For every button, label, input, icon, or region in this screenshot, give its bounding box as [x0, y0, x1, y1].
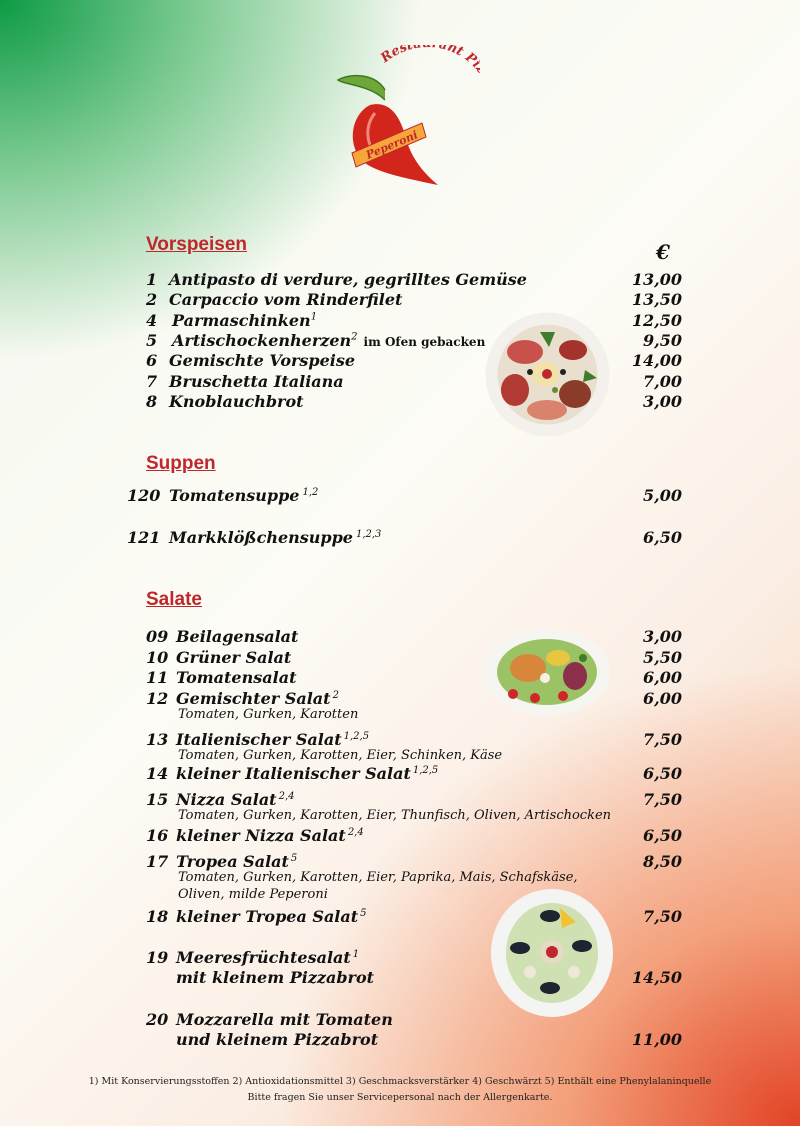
- item-name: [169, 290, 402, 309]
- chili-pepper-icon: [330, 45, 480, 195]
- item-name-text: kleiner Nizza Salat: [176, 826, 346, 845]
- item-number: 5: [146, 331, 158, 350]
- section-title-salate: Salate: [146, 589, 202, 610]
- item-name-text: Knoblauchbrot: [169, 392, 304, 411]
- item-price: 6,00: [643, 668, 682, 687]
- menu-item-row: [0, 764, 800, 788]
- item-number: 12: [146, 689, 169, 708]
- allergen-superscript: 1,2: [302, 486, 319, 498]
- item-name-text: Gemischter Salat: [176, 689, 331, 708]
- item-number: 17: [146, 852, 169, 871]
- menu-item-row: [0, 826, 800, 850]
- item-name: [169, 372, 344, 391]
- item-price: 12,50: [631, 311, 682, 330]
- allergen-superscript: 1: [352, 948, 360, 960]
- item-number: 8: [146, 392, 158, 411]
- menu-item-row: [0, 852, 800, 902]
- item-name: [172, 331, 485, 350]
- item-name-text: Mozzarella mit Tomaten: [176, 1010, 393, 1029]
- seafood-salad-plate-image: [490, 888, 614, 1018]
- item-price: 14,50: [631, 968, 682, 987]
- item-name-text: Tomatensuppe: [169, 486, 300, 505]
- item-description: Oliven, milde Peperoni: [178, 887, 328, 902]
- item-name: [169, 351, 355, 370]
- item-price: 5,00: [643, 486, 682, 505]
- item-description: Tomaten, Gurken, Karotten, Eier, Schinken, Käse: [178, 748, 503, 763]
- item-price: 14,00: [631, 351, 682, 370]
- item-number: 6: [146, 351, 158, 370]
- item-price: 6,00: [643, 689, 682, 708]
- menu-item-row: [0, 907, 800, 931]
- item-name: [176, 668, 296, 687]
- allergen-superscript: 2,4: [347, 826, 364, 838]
- item-number: 10: [146, 648, 169, 667]
- allergen-superscript: 2: [351, 331, 358, 343]
- menu-item-row: [0, 790, 800, 823]
- item-note: im Ofen gebacken: [363, 335, 486, 349]
- item-number: 19: [146, 948, 169, 967]
- item-number: 15: [146, 790, 169, 809]
- section-title-vorspeisen: Vorspeisen: [146, 234, 248, 255]
- menu-item-row: [0, 730, 800, 763]
- item-number: 13: [146, 730, 169, 749]
- allergen-footnote: 1) Mit Konservierungsstoffen 2) Antioxidationsmittel 3) Geschmacksverstärker 4) Geschwärzt 5) Enthält eine Phenylalaninquelle: [88, 1076, 712, 1087]
- item-number: 1: [146, 270, 158, 289]
- allergen-superscript: 1,2,3: [355, 528, 382, 540]
- item-price: 3,00: [643, 627, 682, 646]
- item-name-text: kleiner Tropea Salat: [176, 907, 359, 926]
- item-price: 13,00: [631, 270, 682, 289]
- logo-banner-text: Peperoni: [364, 128, 420, 162]
- item-price: 7,50: [643, 730, 682, 749]
- svg-text:Restaurant Pizzeria: [377, 45, 480, 108]
- item-name: [169, 486, 318, 505]
- item-number: 4: [146, 311, 158, 330]
- item-number: 14: [146, 764, 169, 783]
- menu-item-row: [0, 1010, 800, 1049]
- allergen-superscript: 2,4: [278, 790, 295, 802]
- item-price: 6,50: [643, 826, 682, 845]
- item-price: 8,50: [643, 852, 682, 871]
- antipasti-plate-image: [485, 312, 610, 437]
- item-name-text: Nizza Salat: [176, 790, 277, 809]
- section-title-suppen: Suppen: [146, 453, 216, 474]
- allergen-superscript: 5: [290, 852, 298, 864]
- menu-item-row: [0, 486, 800, 510]
- item-name: [176, 1010, 393, 1029]
- item-price: 7,00: [643, 372, 682, 391]
- item-name-text: Artischockenherzen: [172, 331, 352, 350]
- salad-plate-image: [483, 628, 611, 716]
- menu-item-row: [0, 948, 800, 987]
- item-name: [176, 689, 339, 708]
- item-name-text: Tomatensalat: [176, 668, 297, 687]
- item-number: 120: [127, 486, 161, 505]
- item-price: 7,50: [643, 907, 682, 926]
- item-price: 6,50: [643, 764, 682, 783]
- item-name-text: Tropea Salat: [176, 852, 289, 871]
- item-price: 5,50: [643, 648, 682, 667]
- item-name-text: Markklößchensuppe: [169, 528, 353, 547]
- item-name-text: Grüner Salat: [176, 648, 292, 667]
- item-price: 9,50: [643, 331, 682, 350]
- item-price: 3,00: [643, 392, 682, 411]
- item-name: [176, 648, 291, 667]
- item-name-text: Italienischer Salat: [176, 730, 342, 749]
- item-number: 18: [146, 907, 169, 926]
- allergen-superscript: 2: [332, 689, 339, 701]
- item-name-text: Bruschetta Italiana: [169, 372, 344, 391]
- item-description: Tomaten, Gurken, Karotten, Eier, Thunfisch, Oliven, Artischocken: [178, 808, 612, 823]
- item-number: 7: [146, 372, 158, 391]
- item-number: 09: [146, 627, 169, 646]
- item-number: 16: [146, 826, 169, 845]
- item-name-text: Gemischte Vorspeise: [169, 351, 356, 370]
- item-name: [176, 852, 297, 871]
- item-name-text: Antipasto di verdure, gegrilltes Gemüse: [169, 270, 527, 289]
- item-name-text: Beilagensalat: [176, 627, 299, 646]
- item-name: [169, 528, 381, 547]
- item-price: 7,50: [643, 790, 682, 809]
- item-name: [176, 764, 438, 783]
- item-name-text: Meeresfrüchtesalat: [176, 948, 351, 967]
- item-description: Tomaten, Gurken, Karotten: [178, 707, 359, 722]
- allergen-superscript: 1: [310, 311, 318, 323]
- currency-symbol: €: [656, 240, 670, 264]
- item-name: [172, 311, 317, 330]
- menu-item-row: [0, 528, 800, 552]
- item-number: 20: [146, 1010, 169, 1029]
- item-name: [176, 826, 364, 845]
- item-description: Tomaten, Gurken, Karotten, Eier, Paprika, Mais, Schafskäse,: [178, 870, 578, 885]
- item-name-text: Parmaschinken: [172, 311, 311, 330]
- allergen-superscript: 5: [360, 907, 367, 919]
- item-name: [176, 948, 359, 967]
- item-name-line2: und kleinem Pizzabrot: [176, 1030, 379, 1049]
- restaurant-logo: [330, 45, 480, 195]
- item-number: 11: [146, 668, 169, 687]
- item-number: 121: [127, 528, 161, 547]
- item-name: [169, 270, 527, 289]
- item-name: [176, 730, 369, 749]
- menu-item-row: [0, 689, 800, 722]
- allergen-superscript: 1,2,5: [343, 730, 370, 742]
- item-number: 2: [146, 290, 158, 309]
- item-name: [176, 790, 294, 809]
- allergen-card-note: Bitte fragen Sie unser Servicepersonal nach der Allergenkarte.: [247, 1092, 553, 1103]
- item-name-text: kleiner Italienischer Salat: [176, 764, 411, 783]
- item-name: [176, 907, 367, 926]
- allergen-superscript: 1,2,5: [412, 764, 439, 776]
- item-name-line2: mit kleinem Pizzabrot: [176, 968, 375, 987]
- item-name-text: Carpaccio vom Rinderfilet: [169, 290, 403, 309]
- item-name: [176, 627, 298, 646]
- item-price: 13,50: [631, 290, 682, 309]
- menu-item-row: [0, 392, 800, 416]
- item-price: 6,50: [643, 528, 682, 547]
- item-price: 11,00: [631, 1030, 682, 1049]
- logo-arc-text: Rest ant P: [378, 45, 480, 68]
- item-name: [169, 392, 304, 411]
